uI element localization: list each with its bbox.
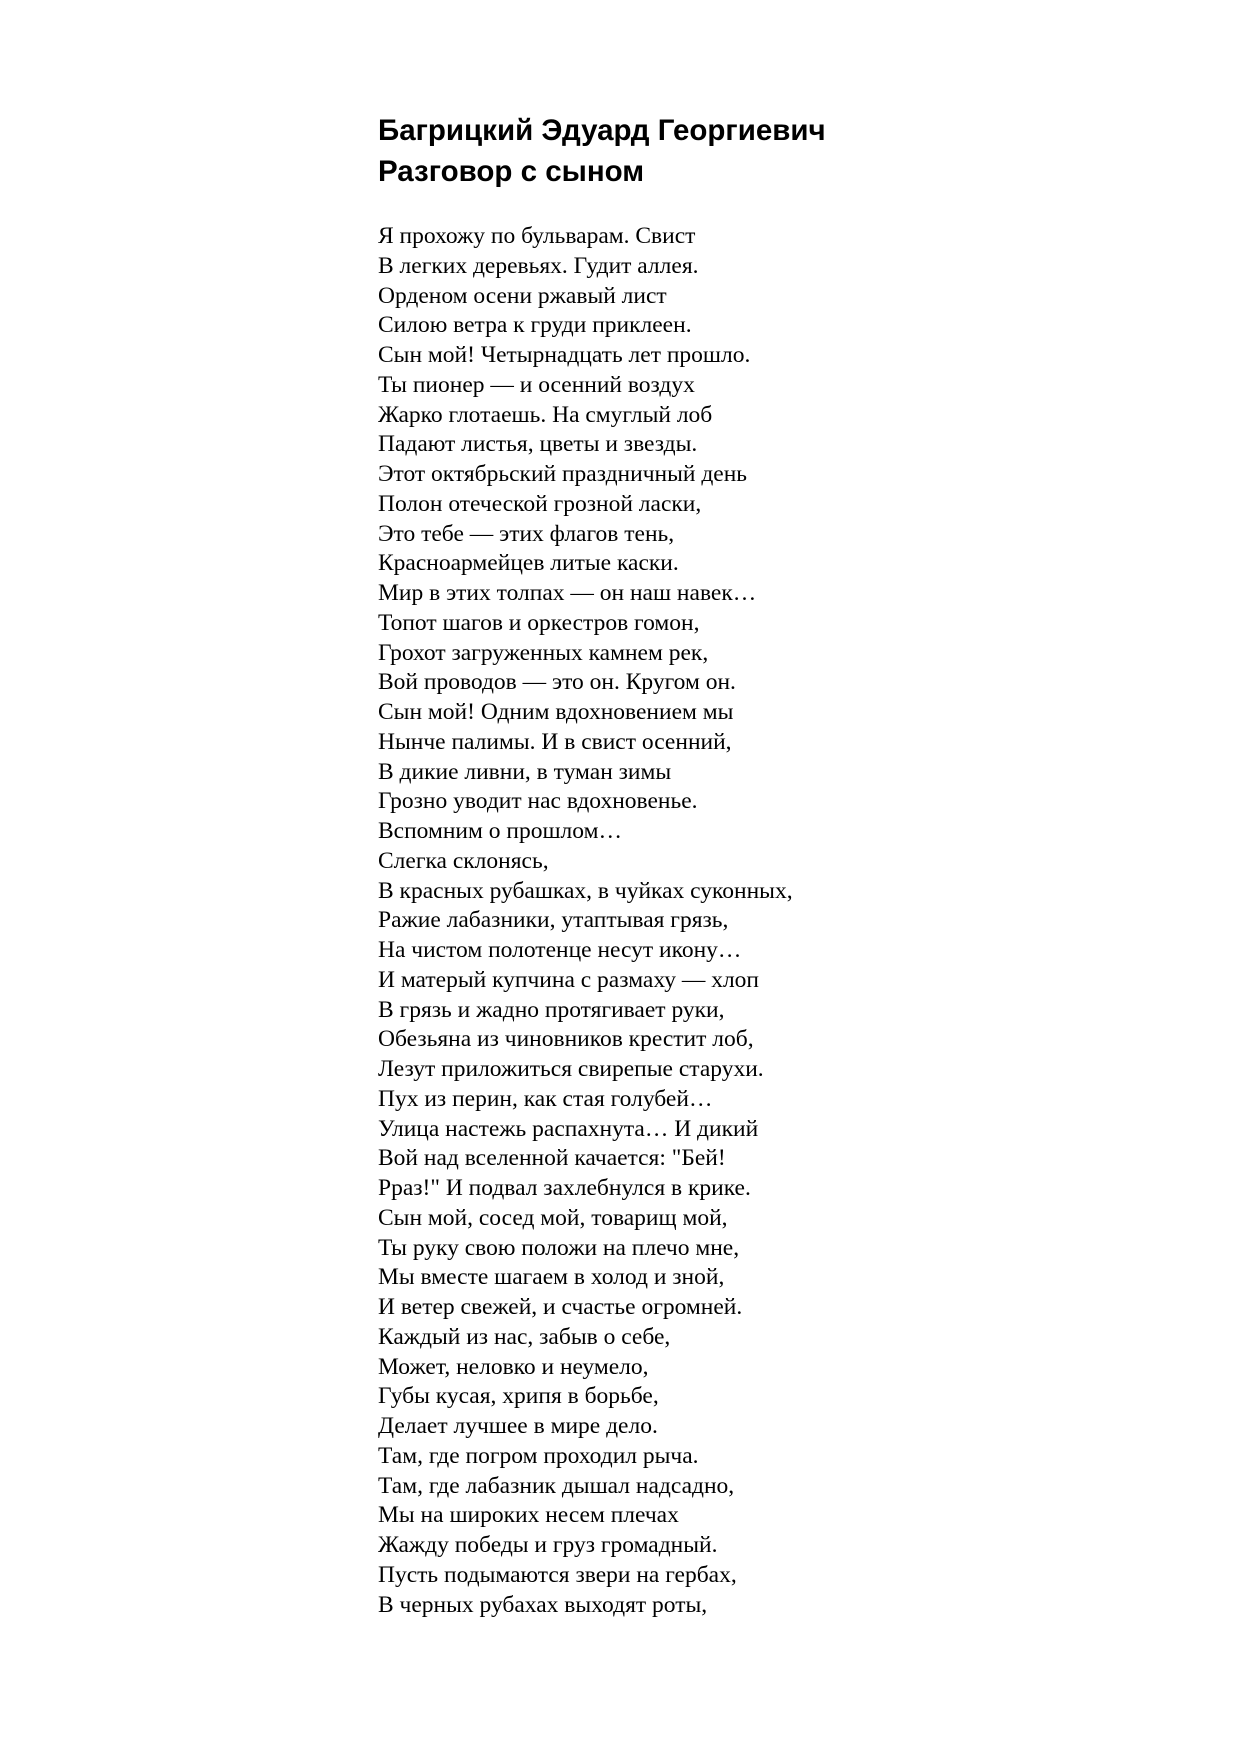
poem-line: Пусть подымаются звери на гербах, xyxy=(378,1561,737,1588)
poem-line: Делает лучшее в мире дело. xyxy=(378,1413,658,1439)
poem-line: Это тебе — этих флагов тень, xyxy=(378,520,675,547)
poem-line: Жарко глотаешь. На смуглый лоб xyxy=(378,401,713,428)
poem-line: Губы кусая, хрипя в борьбе, xyxy=(378,1383,659,1410)
poem-line: Падают листья, цветы и звезды. xyxy=(378,431,698,458)
poem-line: Этот октябрьский праздничный день xyxy=(378,461,748,487)
poem-line: В легких деревьях. Гудит аллея. xyxy=(378,252,699,279)
poem-line: В дикие ливни, в туман зимы xyxy=(378,758,672,785)
poem-line: И матерый купчина с размаху — хлоп xyxy=(378,966,759,993)
poem-line: Лезут приложиться свирепые старухи. xyxy=(378,1056,764,1082)
poem-body xyxy=(378,222,1198,1620)
poem-line: Там, где лабазник дышал надсадно, xyxy=(378,1472,735,1499)
poem-line: Вой проводов — это он. Кругом он. xyxy=(378,669,736,696)
poem-line: Топот шагов и оркестров гомон, xyxy=(378,609,700,636)
poem-line: Обезьяна из чиновников крестит лоб, xyxy=(378,1026,754,1053)
poem-line: В черных рубахах выходят роты, xyxy=(378,1591,708,1618)
poem-line: Каждый из нас, забыв о себе, xyxy=(378,1323,671,1350)
poem-line: Красноармейцев литые каски. xyxy=(378,550,679,577)
poem-line: На чистом полотенце несут икону… xyxy=(378,937,742,963)
poem-line: И ветер свежей, и счастье огромней. xyxy=(378,1294,743,1320)
poem-title: Разговор с сыном xyxy=(378,155,645,188)
poem-line: Вой над вселенной качается: "Бей! xyxy=(378,1145,726,1172)
poem-line: Рраз!" И подвал захлебнулся в крике. xyxy=(378,1175,751,1201)
poem-line: Я прохожу по бульварам. Свист xyxy=(378,223,696,249)
poem-line: Ты пионер — и осенний воздух xyxy=(378,371,695,398)
poem-line: Нынче палимы. И в свист осенний, xyxy=(378,728,732,755)
poem-line: В красных рубашках, в чуйках суконных, xyxy=(378,877,793,904)
poem-line: Может, неловко и неумело, xyxy=(378,1353,649,1380)
poem-line: Сын мой! Одним вдохновением мы xyxy=(378,699,734,725)
poem-line: Ражие лабазники, утаптывая грязь, xyxy=(378,907,729,934)
poem-line: Вспомним о прошлом… xyxy=(378,818,622,844)
poem-line: Силою ветра к груди приклеен. xyxy=(378,312,692,339)
poem-line: Полон отеческой грозной ласки, xyxy=(378,490,702,517)
poem-line: Улица настежь распахнута… И дикий xyxy=(378,1115,759,1142)
poem-line: Грохот загруженных камнем рек, xyxy=(378,639,709,666)
poem-line: Грозно уводит нас вдохновенье. xyxy=(378,788,698,815)
poem-line: Орденом осени ржавый лист xyxy=(378,282,667,309)
document-header xyxy=(378,110,1198,192)
poem-line: В грязь и жадно протягивает руки, xyxy=(378,996,725,1023)
poem-line: Сын мой, сосед мой, товарищ мой, xyxy=(378,1204,728,1231)
author-name: Багрицкий Эдуард Георгиевич xyxy=(378,114,826,147)
poem-line: Мир в этих толпах — он наш навек… xyxy=(378,580,757,606)
poem-line: Сын мой! Четырнадцать лет прошло. xyxy=(378,342,751,368)
poem-line: Слегка склонясь, xyxy=(378,847,549,874)
poem-line: Ты руку свою положи на плечо мне, xyxy=(378,1234,740,1261)
poem-line: Жажду победы и груз громадный. xyxy=(378,1532,718,1558)
poem-line: Там, где погром проходил рыча. xyxy=(378,1442,699,1469)
poem-line: Мы на широких несем плечах xyxy=(378,1502,679,1529)
poem-line: Пух из перин, как стая голубей… xyxy=(378,1085,713,1112)
poem-line: Мы вместе шагаем в холод и зной, xyxy=(378,1264,725,1291)
